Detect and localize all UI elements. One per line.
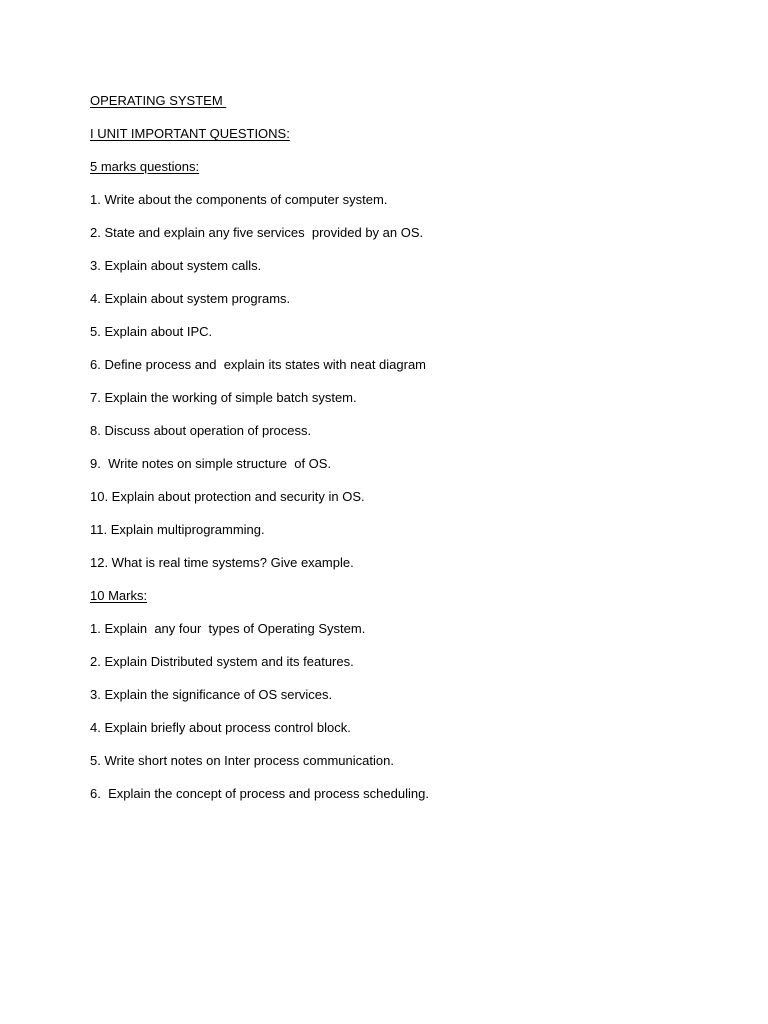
document-title: OPERATING SYSTEM (90, 93, 227, 108)
ten-marks-question: 4. Explain briefly about process control block. (90, 720, 351, 735)
five-marks-question: 2. State and explain any five services provided by an OS. (90, 225, 424, 240)
five-marks-question: 5. Explain about IPC. (90, 324, 213, 339)
ten-marks-heading: 10 Marks: (90, 588, 148, 603)
five-marks-question: 6. Define process and explain its states with neat diagram (90, 357, 427, 372)
document-body (90, 93, 690, 819)
ten-marks-question: 6. Explain the concept of process and process scheduling. (90, 786, 429, 801)
five-marks-question: 11. Explain multiprogramming. (90, 522, 265, 537)
ten-marks-question: 3. Explain the significance of OS services. (90, 687, 333, 702)
document-subtitle: I UNIT IMPORTANT QUESTIONS: (90, 126, 290, 141)
ten-marks-question: 5. Write short notes on Inter process communication. (90, 753, 394, 768)
ten-marks-question: 2. Explain Distributed system and its features. (90, 654, 354, 669)
five-marks-question: 4. Explain about system programs. (90, 291, 291, 306)
five-marks-question: 7. Explain the working of simple batch system. (90, 390, 357, 405)
ten-marks-question: 1. Explain any four types of Operating System. (90, 621, 366, 636)
five-marks-question: 9. Write notes on simple structure of OS. (90, 456, 332, 471)
five-marks-question: 8. Discuss about operation of process. (90, 423, 312, 438)
five-marks-question: 10. Explain about protection and security in OS. (90, 489, 365, 504)
five-marks-question: 1. Write about the components of computer system. (90, 192, 388, 207)
five-marks-question: 3. Explain about system calls. (90, 258, 262, 273)
five-marks-question: 12. What is real time systems? Give example. (90, 555, 354, 570)
five-marks-heading: 5 marks questions: (90, 159, 200, 174)
